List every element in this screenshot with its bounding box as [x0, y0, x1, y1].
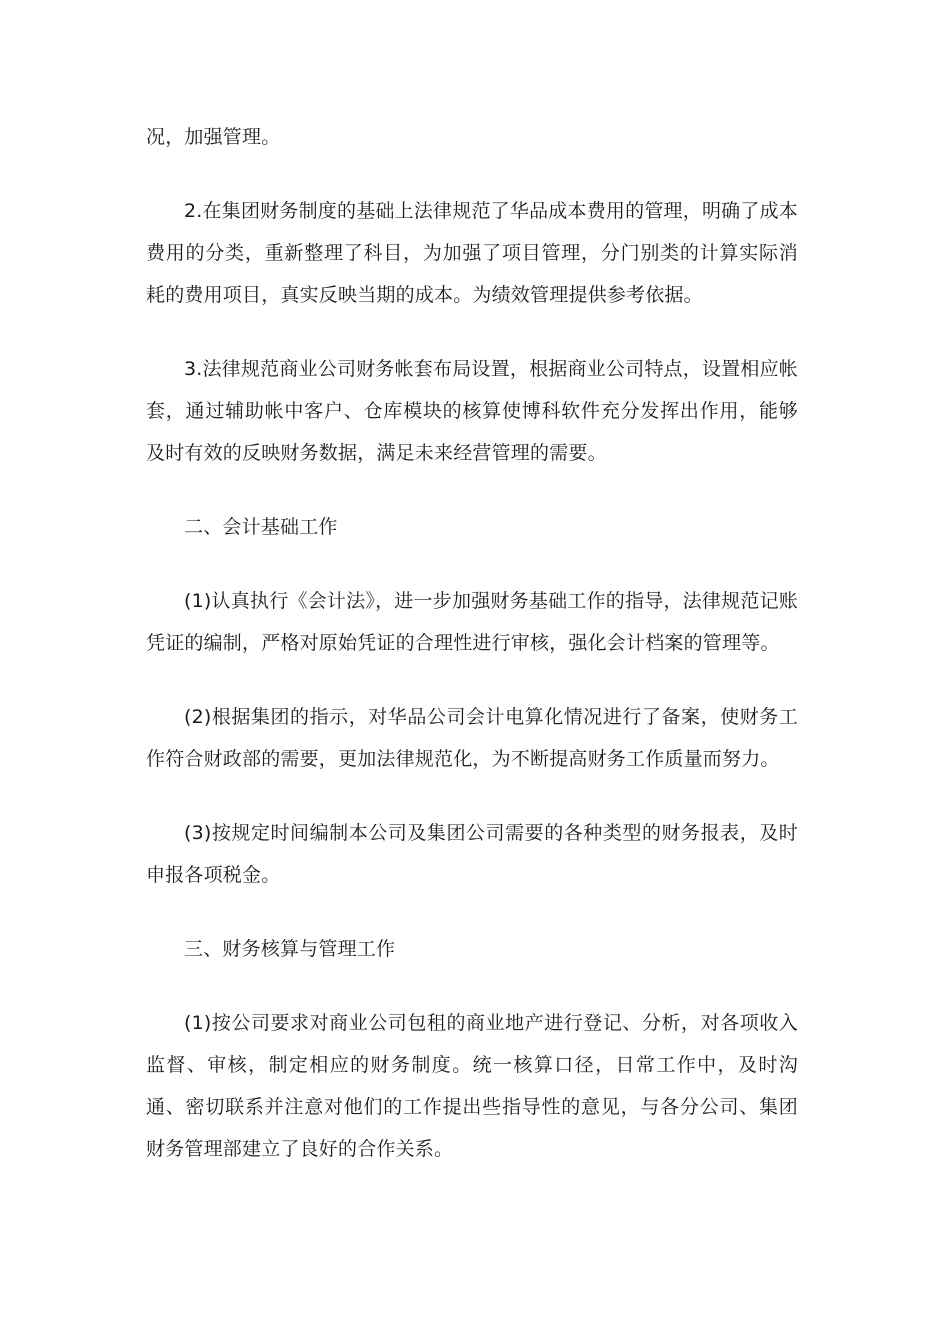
paragraph-item-2: 2.在集团财务制度的基础上法律规范了华品成本费用的管理，明确了成本费用的分类，重新整理了科目，为加强了项目管理，分门别类的计算实际消耗的费用项目，真实反映当期的成本。为绩效管理提供参考依据。: [146, 200, 798, 306]
paragraph-2-3: (3)按规定时间编制本公司及集团公司需要的各种类型的财务报表，及时申报各项税金。: [146, 822, 798, 886]
paragraph-2-2: (2)根据集团的指示，对华品公司会计电算化情况进行了备案，使财务工作符合财政部的需要，更加法律规范化，为不断提高财务工作质量而努力。: [146, 706, 798, 770]
paragraph-2-1: (1)认真执行《会计法》，进一步加强财务基础工作的指导，法律规范记账凭证的编制，严格对原始凭证的合理性进行审核，强化会计档案的管理等。: [146, 590, 798, 654]
paragraph-3-1: (1)按公司要求对商业公司包租的商业地产进行登记、分析，对各项收入监督、审核，制定相应的财务制度。统一核算口径，日常工作中，及时沟通、密切联系并注意对他们的工作提出些指导性的意见，与各分公司、集团财务管理部建立了良好的合作关系。: [146, 1012, 798, 1160]
section-heading-2: 二、会计基础工作: [184, 516, 338, 538]
paragraph-continuation: 况，加强管理。: [146, 126, 281, 148]
section-heading-3: 三、财务核算与管理工作: [184, 938, 396, 960]
paragraph-item-3: 3.法律规范商业公司财务帐套布局设置，根据商业公司特点，设置相应帐套，通过辅助帐中客户、仓库模块的核算使博科软件充分发挥出作用，能够及时有效的反映财务数据，满足未来经营管理的需要。: [146, 358, 798, 464]
